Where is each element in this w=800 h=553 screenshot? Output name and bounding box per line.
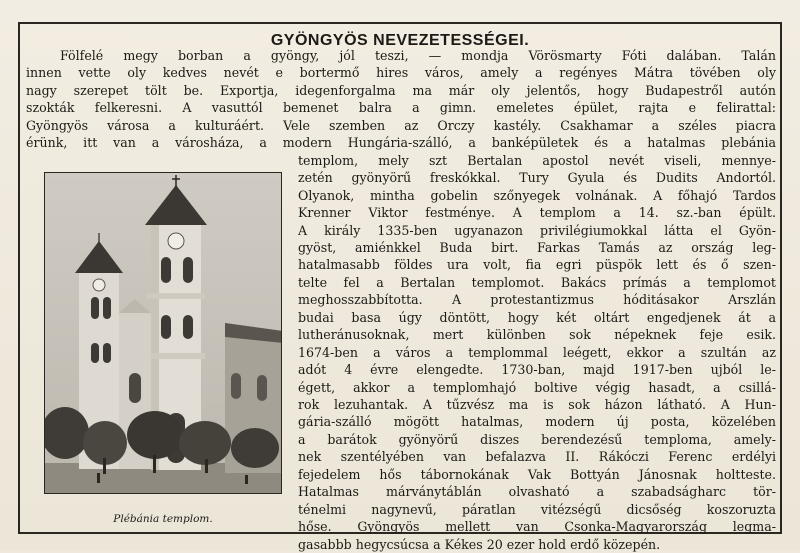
text-line: zetén gyönyörű freskókkal. Tury Gyula és Dudits Andortól.	[298, 170, 776, 186]
text-line: érünk, itt van a városháza, a modern Hungária-szálló, a banképületek és a hatalmas plebánia	[26, 135, 776, 151]
text-line: lutheránusoknak, mert különben sok népeknek feje esik.	[298, 327, 776, 343]
text-line: nek szentélyében van befalazva II. Rákóczi Ferenc erdélyi	[298, 449, 776, 465]
text-line: adót 4 évre elengedte. 1730-ban, majd 1917-ben ujból le-	[298, 362, 776, 378]
text-line: budai basa úgy döntött, hogy két oltárt engedjenek át a	[298, 309, 776, 325]
text-line: gyöst, amiénkkel Buda birt. Farkas Tamás az ország leg-	[298, 239, 776, 255]
church-photo	[44, 172, 282, 494]
text-line: 1674-ben a város a templommal leégett, ekkor a szultán az	[298, 344, 776, 360]
text-line: meghosszabbította. A protestantizmus hóditásakor Arszlán	[298, 292, 776, 308]
church-illustration	[45, 173, 282, 494]
text-line: gasabbb hegycsúcsa a Kékes 20 ezer hold erdő közepén.	[298, 536, 661, 552]
text-line: gária-szálló mögött hatalmas, modern új posta, közelében	[298, 414, 776, 430]
text-line: a barátok gyönyörű diszes berendezésű temploma, amely-	[298, 431, 776, 447]
text-line: Gyöngyös városa a kulturáért. Vele szemben az Orczy kastély. Csakhamar a széles piacra	[26, 117, 776, 133]
text-line: Olyanok, mintha gobelin szőnyegek volnának. A főhajó Tardos	[298, 187, 776, 203]
text-line: Fölfelé megy borban a gyöngy, jól teszi, — mondja Vörösmarty Fóti dalában. Talán	[60, 48, 776, 63]
text-line: szokták felkeresni. A vasuttól bemenet balra a gimn. emeletes épület, rajta e felirattal:	[26, 100, 776, 116]
text-line: ténelmi nagynevű, páratlan vitézségű dicsőség koszoruzta	[298, 501, 776, 517]
text-line: templom, mely szt Bertalan apostol nevét viseli, mennye-	[298, 152, 776, 168]
text-line: A király 1335-ben ugyanazon privilégiumokkal látta el Gyön-	[298, 222, 776, 238]
text-line: fejedelem hős tábornokának Vak Bottyán Jánosnak holtteste.	[298, 466, 776, 482]
photo-caption: Plébánia templom.	[113, 513, 213, 525]
text-line: égett, akkor a templomhajó boltive végig hasadt, a csillá-	[298, 379, 776, 395]
text-line: hatalmasabb földes ura volt, fia egri püspök lett és ő szen-	[298, 257, 776, 273]
text-line: rok lezuhantak. A tűzvész ma is sok házon látható. A Hun-	[298, 397, 776, 412]
page-title: GYÖNGYÖS NEVEZETESSÉGEI.	[270, 32, 530, 49]
text-line: hőse. Gyöngyös mellett van Csonka-Magyarország legma-	[298, 519, 776, 535]
text-line: Hatalmas márványtáblán olvasható a szabadságharc tör-	[298, 484, 776, 500]
text-line: nagy szerepet tölt be. Exportja, idegenforgalma ma már oly jelentős, hogy Budapestről autón	[26, 82, 776, 98]
text-line: telte fel a Bertalan templomot. Bakács prímás a templomot	[298, 274, 776, 290]
text-line: innen vette oly kedves nevét e bortermő hires város, amely a regényes Mátra tövében oly	[26, 65, 776, 81]
text-line: Krenner Viktor festménye. A templom a 14. sz.-ban épült.	[298, 205, 776, 221]
